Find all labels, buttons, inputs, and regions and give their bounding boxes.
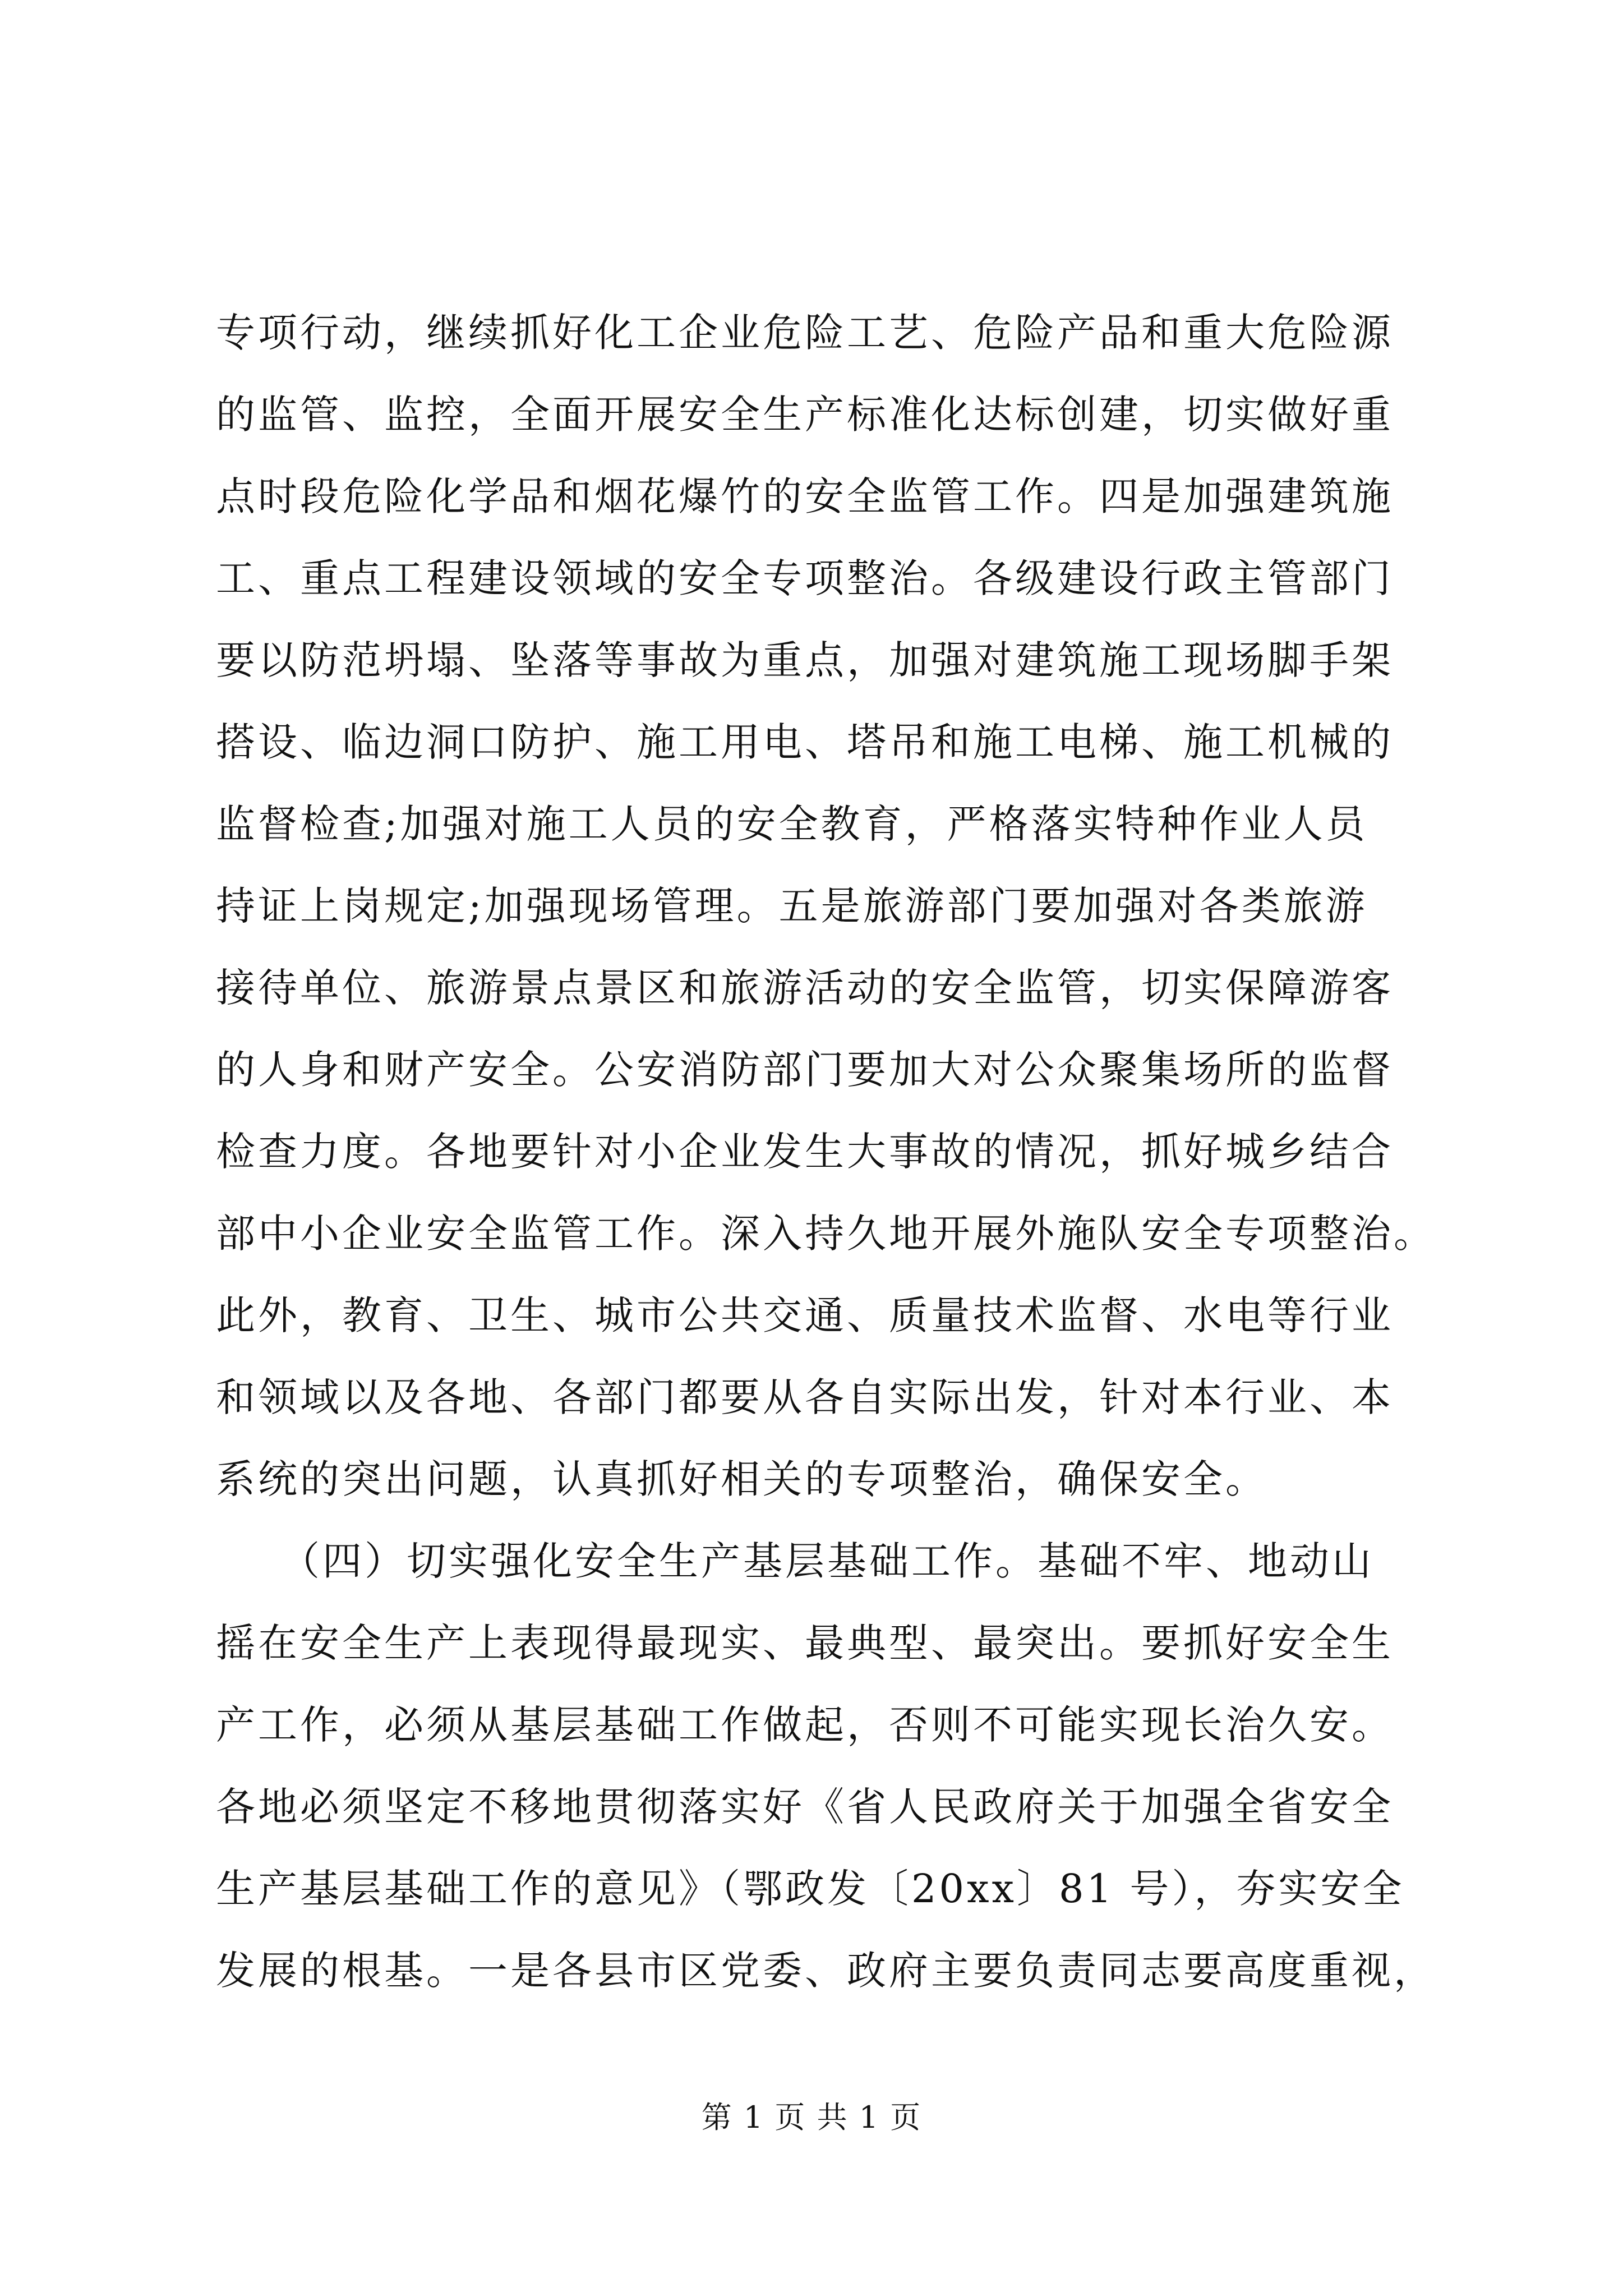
text-line: 搭设、临边洞口防护、施工用电、塔吊和施工电梯、施工机械的 <box>216 719 1394 765</box>
text-line: 摇在安全生产上表现得最现实、最典型、最突出。要抓好安全生 <box>216 1620 1394 1666</box>
text-line: 和领域以及各地、各部门都要从各自实际出发，针对本行业、本 <box>216 1374 1394 1420</box>
text-line: 此外，教育、卫生、城市公共交通、质量技术监督、水电等行业 <box>216 1292 1394 1338</box>
text-line: 发展的根基。一是各县市区党委、政府主要负责同志要高度重视， <box>216 1948 1436 1994</box>
text-line: 的监管、监控，全面开展安全生产标准化达标创建，切实做好重 <box>216 392 1394 438</box>
text-line: 工、重点工程建设领域的安全专项整治。各级建设行政主管部门 <box>216 555 1394 601</box>
text-line: 持证上岗规定;加强现场管理。五是旅游部门要加强对各类旅游 <box>216 883 1368 929</box>
text-line: 检查力度。各地要针对小企业发生大事故的情况，抓好城乡结合 <box>216 1129 1394 1175</box>
document-body <box>216 292 1436 2012</box>
text-line: 生产基层基础工作的意见》（鄂政发〔20xx〕81 号），夯实安全 <box>216 1866 1405 1912</box>
text-line: 各地必须坚定不移地贯彻落实好《省人民政府关于加强全省安全 <box>216 1784 1394 1830</box>
text-line: 系统的突出问题，认真抓好相关的专项整治，确保安全。 <box>216 1456 1267 1502</box>
text-line: 点时段危险化学品和烟花爆竹的安全监管工作。四是加强建筑施 <box>216 473 1394 519</box>
text-line: 接待单位、旅游景点景区和旅游活动的安全监管，切实保障游客 <box>216 965 1394 1011</box>
text-line: 专项行动，继续抓好化工企业危险工艺、危险产品和重大危险源 <box>216 310 1394 356</box>
text-line: 产工作，必须从基层基础工作做起，否则不可能实现长治久安。 <box>216 1702 1394 1748</box>
text-line: 监督检查;加强对施工人员的安全教育，严格落实特种作业人员 <box>216 801 1368 847</box>
text-line: 要以防范坍塌、坠落等事故为重点，加强对建筑施工现场脚手架 <box>216 637 1394 683</box>
text-line: 部中小企业安全监管工作。深入持久地开展外施队安全专项整治。 <box>216 1211 1436 1257</box>
page-number-footer: 第 1 页 共 1 页 <box>701 2100 922 2135</box>
section-heading-line: （四）切实强化安全生产基层基础工作。基础不牢、地动山 <box>216 1538 1374 1584</box>
text-line: 的人身和财产安全。公安消防部门要加大对公众聚集场所的监督 <box>216 1047 1394 1093</box>
